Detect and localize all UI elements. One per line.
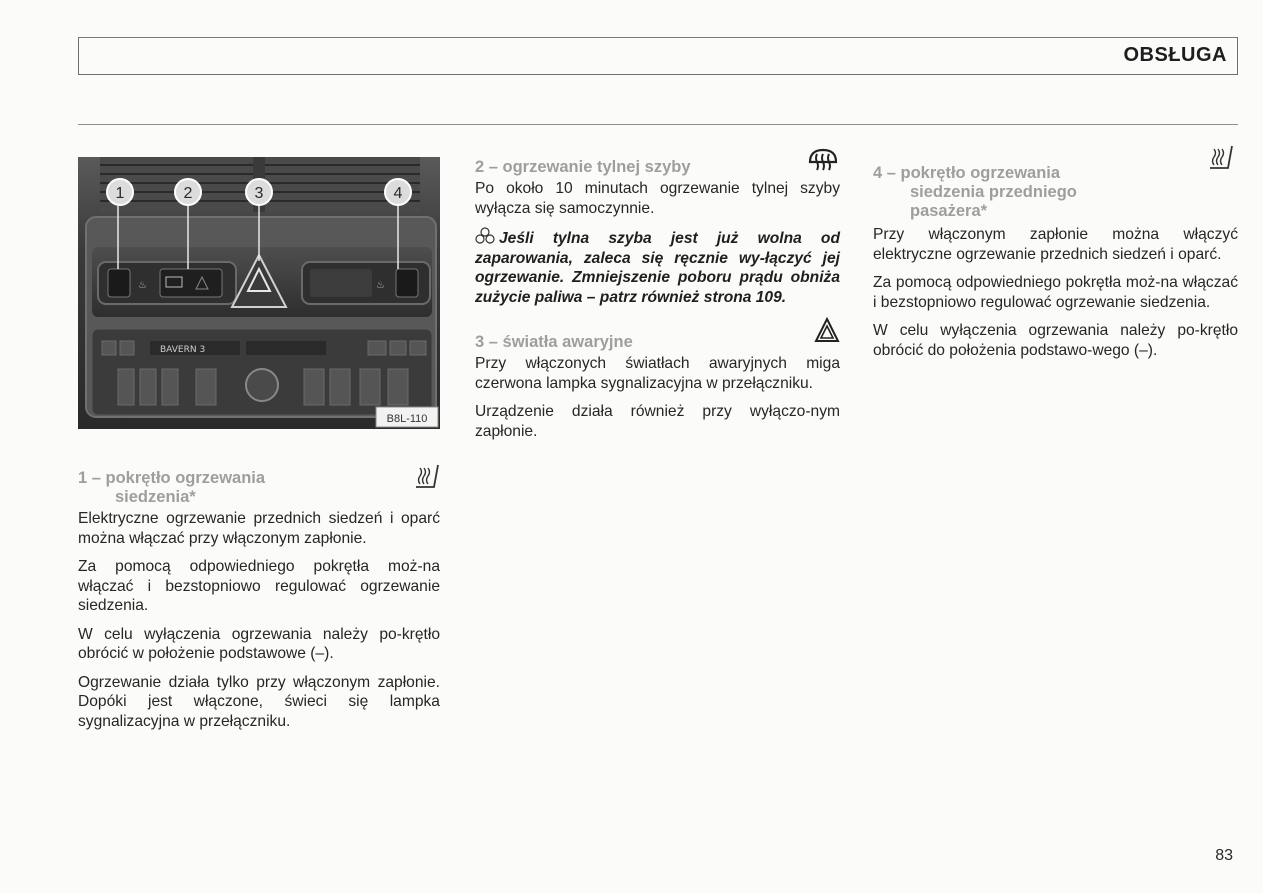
column-1 (78, 469, 440, 740)
figure-id: B8L-110 (386, 413, 428, 425)
eco-note-text: Jeśli tylna szyba jest już wolna od zaparowania, zaleca się ręcznie wy-łączyć jej ogrzewanie. Zmniejszenie poboru prądu obniża zużycie paliwa – patrz również strona 109. (475, 230, 840, 306)
section-3-paragraph-2: Urządzenie działa również przy wyłączo-nym zapłonie. (475, 403, 840, 440)
svg-text:1: 1 (115, 185, 125, 202)
page-title: OBSŁUGA (1123, 44, 1227, 66)
page-number: 83 (1215, 847, 1233, 864)
callout-3 (246, 179, 272, 205)
volume-knob (246, 369, 278, 401)
section-4-paragraph-2: Za pomocą odpowiedniego pokrętła moż-na włączać i bezstopniowo regulować ogrzewanie siedzenia. (873, 274, 1238, 311)
column-2 (475, 158, 840, 450)
section-3-heading: 3 – światła awaryjne (475, 333, 840, 352)
seat-heating-icon (1206, 142, 1234, 172)
seat-heat-knob-left (108, 269, 130, 297)
section-1-paragraph-1: Elektryczne ogrzewanie przednich siedzeń i oparć można włączać przy włączonym zapłonie. (78, 510, 440, 547)
section-2-heading: 2 – ogrzewanie tylnej szyby (475, 158, 840, 177)
section-4-paragraph-1: Przy włączonym zapłonie można włączyć elektryczne ogrzewanie przednich siedzeń i oparć. (873, 226, 1238, 263)
callout-4 (385, 179, 411, 205)
radio-display: BAVERN 3 (160, 345, 206, 355)
svg-text:4: 4 (393, 185, 403, 202)
section-1-paragraph-2: Za pomocą odpowiedniego pokrętła moż-na włączać i bezstopniowo regulować ogrzewanie siedzenia. (78, 558, 440, 614)
section-2-paragraph-1: Po około 10 minutach ogrzewanie tylnej szyby wyłącza się samoczynnie. (475, 180, 840, 217)
dashboard-photo (78, 157, 440, 429)
section-3-paragraph-1: Przy włączonych światłach awaryjnych miga czerwona lampka sygnalizacyjna w przełączniku. (475, 355, 840, 392)
callout-1 (107, 179, 133, 205)
section-1-heading: 1 – pokrętło ogrzewania siedzenia* (78, 469, 440, 507)
rear-defrost-switch (160, 269, 222, 297)
section-4-heading: 4 – pokrętło ogrzewania siedzenia przedniego pasażera* (873, 164, 1238, 221)
svg-text:♨: ♨ (376, 280, 385, 291)
rear-window-defrost-icon (806, 146, 840, 174)
seat-heating-icon (412, 461, 440, 491)
section-4-paragraph-3: W celu wyłączenia ogrzewania należy po-krętło obrócić do położenia podstawo-wego (–). (873, 322, 1238, 359)
eco-tip-icon (475, 227, 495, 245)
callout-2 (175, 179, 201, 205)
svg-text:3: 3 (254, 185, 264, 202)
seat-heat-knob-right (396, 269, 418, 297)
header-rule (78, 124, 1238, 125)
column-3 (873, 164, 1238, 369)
header-bar (78, 37, 1238, 75)
section-1-paragraph-3: W celu wyłączenia ogrzewania należy po-krętło obrócić w położenie podstawowe (–). (78, 625, 440, 662)
svg-text:♨: ♨ (138, 280, 147, 291)
hazard-warning-icon (814, 317, 840, 343)
section-1-paragraph-4: Ogrzewanie działa tylko przy włączonym zapłonie. Dopóki jest włączone, świeci się lampka sygnalizacyjna w przełączniku. (78, 673, 440, 730)
eco-note (475, 227, 840, 307)
svg-text:2: 2 (183, 185, 193, 202)
